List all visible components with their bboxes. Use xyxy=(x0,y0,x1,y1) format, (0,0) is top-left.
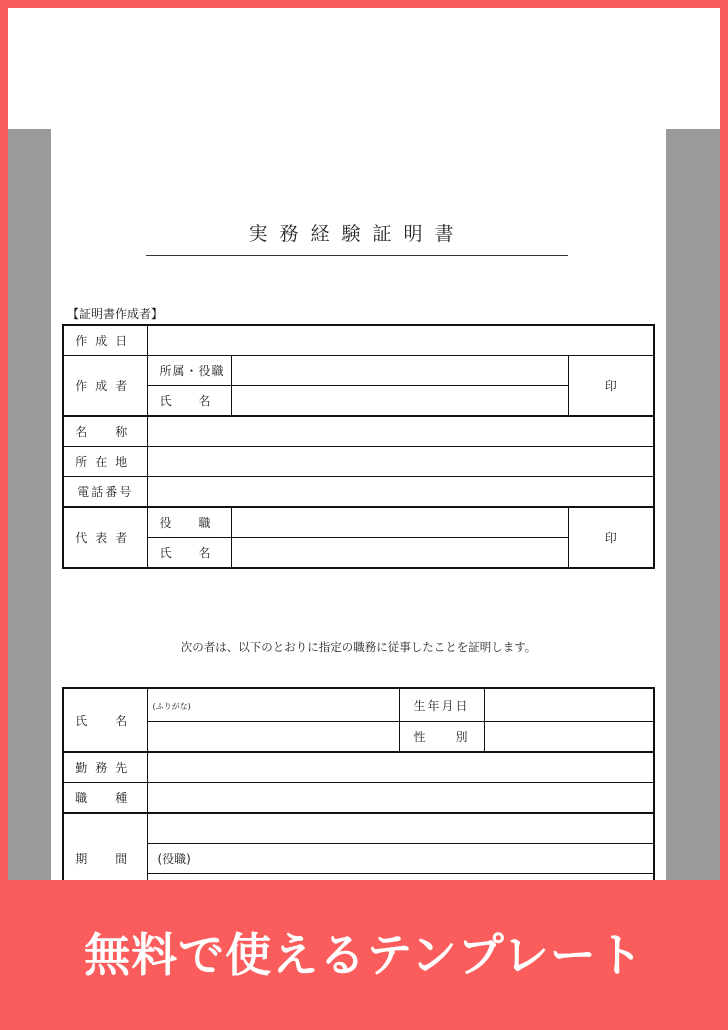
rep-seal: 印 xyxy=(568,507,654,568)
gender-label: 性 別 xyxy=(399,722,484,753)
company-name-label: 名 称 xyxy=(63,416,147,447)
certification-statement: 次の者は、以下のとおりに指定の職務に従事したことを証明します。 xyxy=(180,640,537,654)
free-template-banner: 無料で使えるテンプレート xyxy=(0,880,728,1030)
subject-table xyxy=(62,687,655,880)
rep-role-label: 役 職 xyxy=(147,507,231,538)
affiliation-role-field[interactable] xyxy=(231,356,568,386)
top-white-area xyxy=(8,8,720,129)
period-label: 期 間 xyxy=(63,813,147,880)
table-row xyxy=(63,783,654,814)
workplace-field[interactable] xyxy=(147,752,654,783)
phone-label: 電話番号 xyxy=(63,477,147,508)
created-date-field[interactable] xyxy=(147,325,654,356)
table-row xyxy=(63,416,654,447)
table-row xyxy=(63,386,654,417)
subject-name-field[interactable] xyxy=(147,722,399,753)
table-row xyxy=(63,844,654,874)
document-page xyxy=(51,129,666,880)
workplace-label: 勤務先 xyxy=(63,752,147,783)
table-row xyxy=(63,325,654,356)
table-row xyxy=(63,688,654,722)
furigana-field[interactable]: (ふりがな) xyxy=(147,688,399,722)
affiliation-role-label: 所属・役職 xyxy=(147,356,231,386)
address-field[interactable] xyxy=(147,447,654,477)
document-title: 実務経験証明書 xyxy=(146,217,568,256)
table-row xyxy=(63,477,654,508)
birth-date-label: 生年月日 xyxy=(399,688,484,722)
creator-name-field[interactable] xyxy=(231,386,568,417)
rep-role-field[interactable] xyxy=(231,507,568,538)
document-viewer[interactable] xyxy=(8,129,720,880)
creator-seal: 印 xyxy=(568,356,654,417)
rep-name-label: 氏 名 xyxy=(147,538,231,569)
creator-table xyxy=(62,324,655,569)
company-name-field[interactable] xyxy=(147,416,654,447)
phone-field[interactable] xyxy=(147,477,654,508)
table-row xyxy=(63,813,654,844)
table-row xyxy=(63,447,654,477)
table-row xyxy=(63,722,654,753)
creator-label: 作成者 xyxy=(63,356,147,417)
gender-field[interactable] xyxy=(484,722,654,753)
table-row xyxy=(63,538,654,569)
representative-label: 代表者 xyxy=(63,507,147,568)
job-type-label: 職 種 xyxy=(63,783,147,814)
subject-name-label: 氏 名 xyxy=(63,688,147,752)
table-row xyxy=(63,752,654,783)
address-label: 所在地 xyxy=(63,447,147,477)
table-row xyxy=(63,507,654,538)
created-date-label: 作成日 xyxy=(63,325,147,356)
job-type-field[interactable] xyxy=(147,783,654,814)
period-field[interactable] xyxy=(147,813,654,844)
birth-date-field[interactable] xyxy=(484,688,654,722)
creator-section-label: 【証明書作成者】 xyxy=(67,307,164,321)
rep-name-field[interactable] xyxy=(231,538,568,569)
period-role-field[interactable]: (役職) xyxy=(147,844,654,874)
table-row xyxy=(63,356,654,386)
creator-name-label: 氏 名 xyxy=(147,386,231,417)
